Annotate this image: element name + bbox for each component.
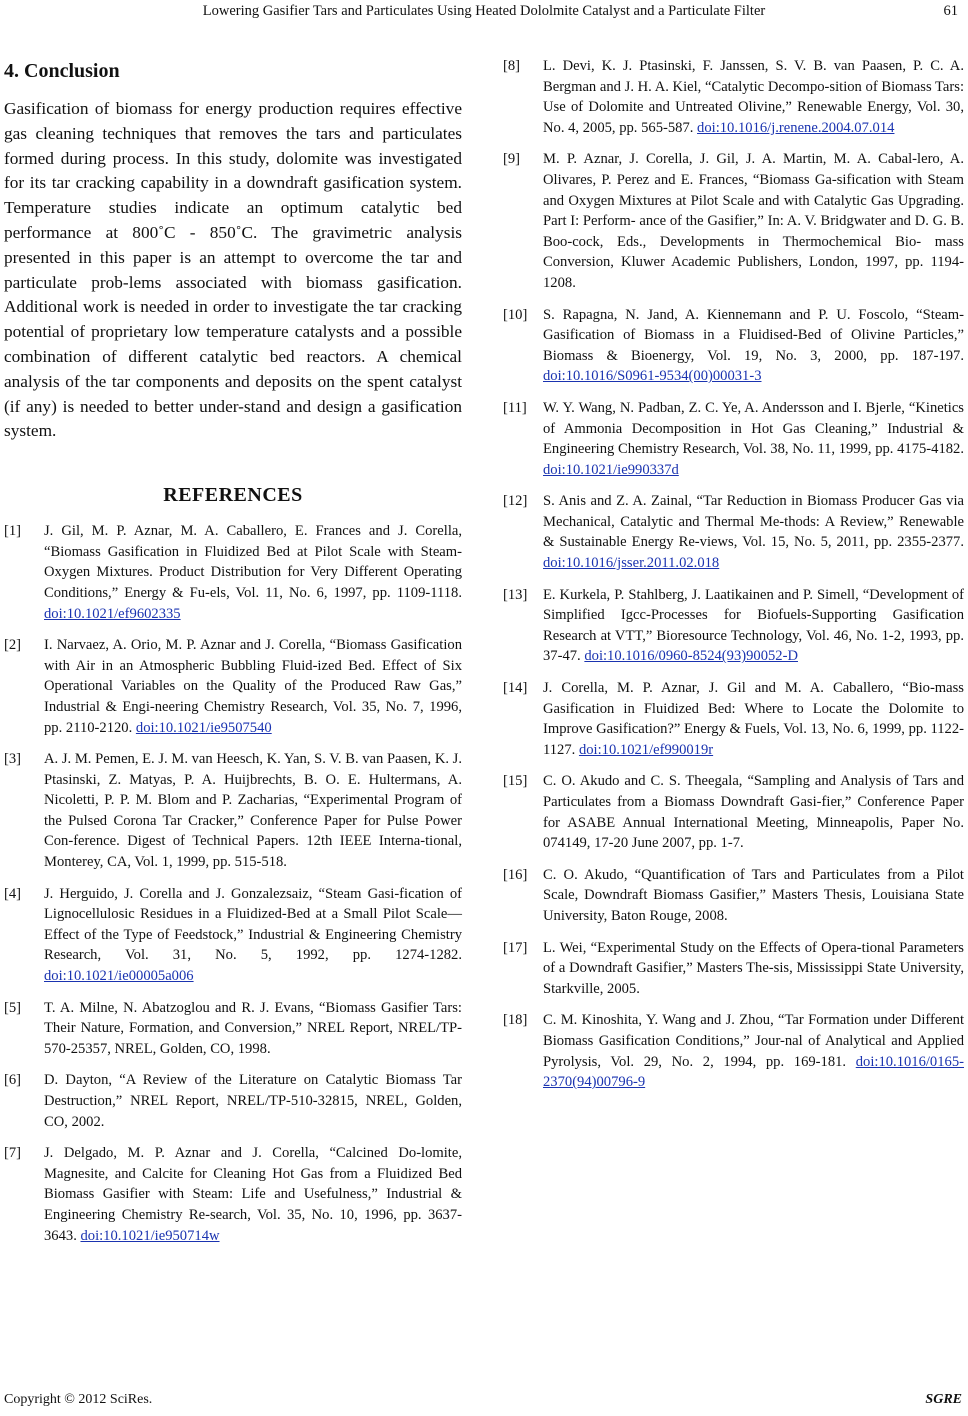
reference-text [543, 938, 964, 1000]
reference-number: [15] [503, 773, 528, 790]
reference-item [503, 585, 964, 667]
conclusion-heading: 4. Conclusion [4, 60, 120, 82]
reference-number: [2] [4, 637, 22, 654]
reference-text [543, 1010, 964, 1092]
reference-citation: M. P. Aznar, J. Corella, J. Gil, J. A. Martin, M. A. Cabal-lero, A. Olivares, P. Perez and E. Frances, “Biomass Ga-sification with Steam and Oxygen Mixtures at Pilot Scale and with Catalytic Gas Upgrading. Part I: Perform- ance of the Gasifier,” In: A. V. Bridgwater and D. G. B. Boo-cock, Eds., Developments in Thermochemical Bio- mass Conversion, Kluwer Academic Publishers, London, 1997, pp. 1194-1208. [543, 151, 964, 291]
reference-item [503, 678, 964, 760]
reference-item [503, 1010, 964, 1092]
reference-citation: D. Dayton, “A Review of the Literature on Catalytic Biomass Tar Destruction,” NREL Report, NREL/TP-510-32815, NREL, Golden, CO, 2002. [44, 1072, 462, 1130]
reference-number: [3] [4, 751, 22, 768]
reference-citation: J. Corella, M. P. Aznar, J. Gil and M. A. Caballero, “Bio-mass Gasification in Fluidized Bed: Where to Locate the Dolomite to Improve Gasification?” Energy & Fuels, Vol. 13, No. 6, 1999, pp. 1122-1127. [543, 680, 965, 758]
references-heading: REFERENCES [163, 484, 303, 507]
reference-item [503, 149, 964, 293]
reference-citation: S. Anis and Z. A. Zainal, “Tar Reduction in Biomass Producer Gas via Mechanical, Catalytic and Thermal Me-thods: A Review,” Renewable & Sustainable Energy Re-views, Vol. 15, No. 5, 2011, pp. 2355-2377. [543, 493, 964, 551]
reference-citation: C. O. Akudo, “Quantification of Tars and Particulates from a Pilot Scale, Downdraft Biomass Gasifier,” Masters Thesis, Louisiana State University, Baton Rouge, 2008. [543, 866, 964, 924]
reference-citation: J. Delgado, M. P. Aznar and J. Corella, “Calcined Do-lomite, Magnesite, and Calcite for Cleaning Hot Gas from a Fluidized Bed Biomass Gasifier with Steam: Life and Usefulness,” Industrial & Engineering Chemistry Re-search, Vol. 35, No. 10, 1996, pp. 3637-3643. [44, 1145, 462, 1244]
reference-number: [9] [503, 151, 521, 168]
reference-citation: E. Kurkela, P. Stahlberg, J. Laatikainen and P. Simell, “Development of Simplified Igcc-Processes for Biofuels-Supporting Gasification Research at VTT,” Bioresource Technology, Vol. 46, No. 1-2, 1993, pp. 37-47. [543, 586, 964, 665]
journal-abbreviation: SGRE [925, 1392, 962, 1407]
reference-citation: J. Herguido, J. Corella and J. Gonzalezsaiz, “Steam Gasi-fication of Lignocellulosic Residues in a Fluidized-Bed at a Small Pilot Scale—Effect of the Type of Feedstock,” Industrial & Engineering Chemistry Research, Vol. 31, No. 5, 1992, pp. 1274-1282. [44, 885, 462, 964]
reference-citation: T. A. Milne, N. Abatzoglou and R. J. Evans, “Biomass Gasifier Tars: Their Nature, Formation, and Conversion,” NREL Report, NREL/TP-570-25357, NREL, Golden, CO, 1998. [44, 999, 462, 1057]
reference-text [543, 678, 964, 760]
reference-item [4, 521, 462, 624]
reference-item [503, 938, 964, 1000]
reference-text [44, 749, 462, 873]
reference-item [4, 635, 462, 738]
doi-link[interactable]: doi:10.1021/ie9507540 [135, 719, 272, 736]
reference-number: [17] [503, 939, 528, 956]
reference-text [543, 56, 964, 138]
reference-citation: C. O. Akudo and C. S. Theegala, “Sampling and Analysis of Tars and Particulates from a Biomass Downdraft Gasi-fier,” Conference Paper for ASABE Annual International Meeting, Minneapolis, Paper No. 074149, 17-20 June 2007, pp. 1-7. [543, 773, 964, 852]
doi-link[interactable]: doi:10.1016/jsser.2011.02.018 [543, 555, 720, 572]
doi-link[interactable]: doi:10.1016/0165-2370(94)00796-9 [543, 1053, 964, 1091]
left-column [4, 54, 462, 1257]
reference-citation: S. Rapagna, N. Jand, A. Kiennemann and P. U. Foscolo, “Steam-Gasification of Biomass in a Fluidised-Bed of Olivine Particles,” Biomass & Bioenergy, Vol. 19, No. 3, 2000, pp. 187-197. [543, 306, 964, 364]
right-column [503, 56, 964, 1104]
reference-item [4, 998, 462, 1060]
reference-citation: J. Gil, M. P. Aznar, M. A. Caballero, E. Frances and J. Corella, “Biomass Gasification in Fluidized Bed at Pilot Scale with Steam-Oxygen Mixtures. Product Distribution for Very Different Operating Conditions,” Energy & Fu-els, Vol. 11, No. 6, 1997, pp. 1109-1118. [44, 523, 462, 601]
reference-number: [4] [4, 885, 22, 902]
doi-link[interactable]: doi:10.1021/ef9602335 [44, 605, 181, 622]
reference-item [4, 749, 462, 873]
reference-text [543, 149, 964, 293]
reference-number: [18] [503, 1012, 528, 1029]
reference-text [44, 884, 462, 987]
reference-number: [6] [4, 1072, 22, 1089]
reference-text [543, 398, 964, 480]
doi-link[interactable]: doi:10.1021/ie990337d [543, 461, 679, 478]
reference-number: [13] [503, 586, 528, 603]
reference-item [503, 865, 964, 927]
reference-text [543, 305, 964, 387]
reference-text [543, 771, 964, 853]
reference-item [4, 884, 462, 987]
reference-text [44, 998, 462, 1060]
reference-item [503, 491, 964, 573]
reference-number: [12] [503, 493, 528, 510]
reference-citation: W. Y. Wang, N. Padban, Z. C. Ye, A. Andersson and I. Bjerle, “Kinetics of Ammonia Decomposition in Hot Gas Cleaning,” Industrial & Engineering Chemistry Research, Vol. 38, No. 11, 1999, pp. 4175-4182. [543, 399, 964, 458]
reference-item [503, 771, 964, 853]
reference-number: [14] [503, 680, 528, 697]
reference-item [4, 1070, 462, 1132]
reference-text [44, 635, 462, 738]
reference-list-right [503, 56, 964, 1093]
reference-item [503, 305, 964, 387]
doi-link[interactable]: doi:10.1021/ef990019r [578, 741, 714, 758]
reference-item [503, 398, 964, 480]
reference-text [44, 521, 462, 624]
reference-item [4, 1143, 462, 1246]
reference-number: [7] [4, 1145, 22, 1162]
reference-citation: L. Devi, K. J. Ptasinski, F. Janssen, S. V. B. van Paasen, P. C. A. Bergman and J. H. A. Kiel, “Catalytic Decompo-sition of Biomass Tars: Use of Dolomite and Untreated Olivine,” Renewable Energy, Vol. 30, No. 4, 2005, pp. 565-587. [543, 58, 964, 136]
doi-link[interactable]: doi:10.1016/j.renene.2004.07.014 [697, 119, 895, 136]
reference-item [503, 56, 964, 138]
copyright-notice: Copyright © 2012 SciRes. [4, 1392, 153, 1407]
reference-text [44, 1070, 462, 1132]
conclusion-paragraph: Gasification of biomass for energy production requires effective gas cleaning techniques that removes the tars and particulates formed during process. In this study, dolomite was investigated for its tar cracking capability in a downdraft gasification system. Temperature studies indicate an optimum catalytic bed performance at 800˚C - 850˚C. The gravimetric analysis presented in this paper is an attempt to overcome the tar and particulate prob-lems associated with biomass gasification. Additional work is needed in order to investigate the tar cracking potential of proprietary low temperature catalysts and a possible combination of different catalytic bed reactors. A chemical analysis of the tar components and deposits on the spent catalyst (if any) is needed to better under-stand and design a gasification system. [4, 99, 462, 441]
reference-text [543, 865, 964, 927]
page-header [0, 0, 968, 22]
reference-number: [16] [503, 866, 528, 883]
reference-text [543, 585, 964, 667]
reference-text [543, 491, 964, 573]
reference-number: [1] [4, 523, 22, 540]
doi-link[interactable]: doi:10.1021/ie00005a006 [44, 968, 194, 985]
reference-citation: I. Narvaez, A. Orio, M. P. Aznar and J. Corella, “Biomass Gasification with Air in an Atmospheric Bubbling Fluid-ized Bed. Effect of Six Operational Variables on the Quality of the Produced Raw Gas,” Industrial & Engi-neering Chemistry Research, Vol. 35, No. 7, 1996, pp. 2110-2120. [44, 637, 462, 736]
reference-text [44, 1143, 462, 1246]
reference-number: [11] [503, 399, 527, 416]
doi-link[interactable]: doi:10.1016/S0961-9534(00)00031-3 [543, 368, 762, 385]
reference-number: [10] [503, 306, 528, 323]
reference-number: [5] [4, 999, 22, 1016]
reference-citation: C. M. Kinoshita, Y. Wang and J. Zhou, “Tar Formation under Different Biomass Gasification Conditions,” Jour-nal of Analytical and Applied Pyrolysis, Vol. 29, No. 2, 1994, pp. 169-181. [543, 1012, 964, 1070]
reference-citation: A. J. M. Pemen, E. J. M. van Heesch, K. Yan, S. V. B. van Paasen, K. J. Ptasinski, Z. Matyas, P. A. Huijbrechts, B. O. E. Hultermans, A. Nicoletti, P. P. M. Blom and P. Zacharias, “Experimental Program of the Pulsed Corona Tar Cracker,” Conference Paper for Pulse Power Con-ference. Digest of Technical Papers. 12th IEEE Interna-tional, Monterey, CA, Vol. 1, 1999, pp. 515-518. [44, 751, 462, 871]
doi-link[interactable]: doi:10.1016/0960-8524(93)90052-D [584, 648, 798, 665]
reference-citation: L. Wei, “Experimental Study on the Effects of Opera-tional Parameters of a Downdraft Gasifier,” Masters The-sis, Mississippi State University, Starkville, 2005. [543, 939, 964, 997]
reference-number: [8] [503, 58, 521, 74]
doi-link[interactable]: doi:10.1021/ie950714w [80, 1227, 220, 1244]
page-number: 61 [943, 3, 958, 19]
running-title: Lowering Gasifier Tars and Particulates Using Heated Dololmite Catalyst and a Particulate Filter [202, 3, 766, 19]
reference-list-left [4, 521, 462, 1246]
